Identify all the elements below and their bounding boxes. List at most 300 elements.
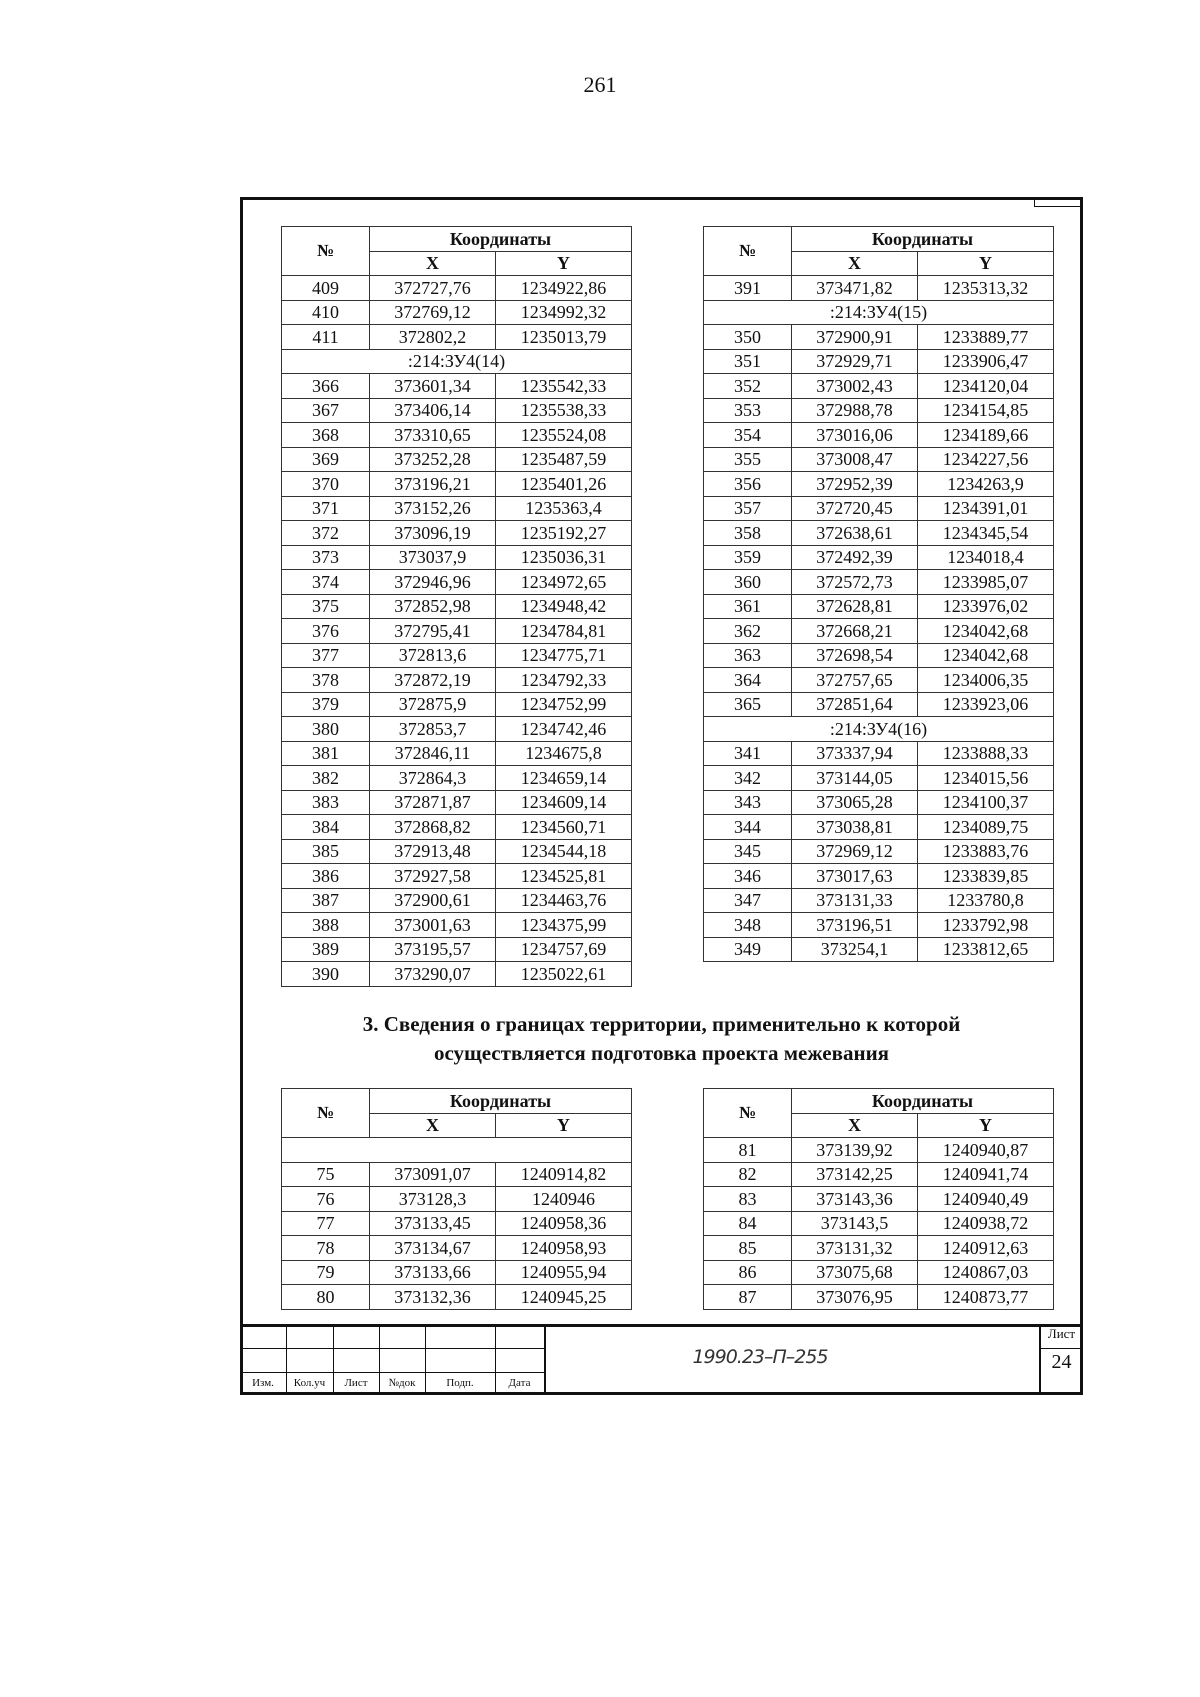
x-coordinate: 372952,39 (792, 472, 918, 497)
table-row (282, 962, 632, 987)
table-header-row (282, 1089, 632, 1114)
section-3-title (240, 1010, 1083, 1068)
section-label (282, 1138, 632, 1163)
x-coordinate: 373038,81 (792, 815, 918, 840)
point-number: 84 (704, 1211, 792, 1236)
x-coordinate: 373016,06 (792, 423, 918, 448)
point-number: 382 (282, 766, 370, 791)
table-row (704, 692, 1054, 717)
x-coordinate: 373290,07 (370, 962, 496, 987)
y-coordinate: 1235022,61 (496, 962, 632, 987)
section-3-title-line-1: 3. Сведения о границах территории, применительно к которой (362, 1012, 961, 1036)
x-coordinate: 373076,95 (792, 1285, 918, 1310)
table-row (704, 1138, 1054, 1163)
x-coordinate: 372871,87 (370, 790, 496, 815)
x-coordinate: 372698,54 (792, 643, 918, 668)
y-coordinate: 1234263,9 (918, 472, 1054, 497)
table-row (282, 276, 632, 301)
x-coordinate: 373096,19 (370, 521, 496, 546)
table-row (704, 864, 1054, 889)
x-coordinate: 372988,78 (792, 398, 918, 423)
point-number: 87 (704, 1285, 792, 1310)
table-row (282, 1260, 632, 1285)
header-coordinates: Координаты (370, 1089, 632, 1114)
x-coordinate: 372628,81 (792, 594, 918, 619)
title-block (240, 1324, 1083, 1395)
x-coordinate: 373471,82 (792, 276, 918, 301)
point-number: 387 (282, 888, 370, 913)
x-coordinate: 373601,34 (370, 374, 496, 399)
point-number: 389 (282, 937, 370, 962)
header-number: № (704, 227, 792, 276)
table-row (282, 398, 632, 423)
table-row (282, 300, 632, 325)
x-coordinate: 373196,51 (792, 913, 918, 938)
y-coordinate: 1233812,65 (918, 937, 1054, 962)
table-row (704, 790, 1054, 815)
table-row (704, 619, 1054, 644)
x-coordinate: 372946,96 (370, 570, 496, 595)
y-coordinate: 1234189,66 (918, 423, 1054, 448)
x-coordinate: 372875,9 (370, 692, 496, 717)
table-row (704, 447, 1054, 472)
point-number: 357 (704, 496, 792, 521)
x-coordinate: 372913,48 (370, 839, 496, 864)
x-coordinate: 373131,33 (792, 888, 918, 913)
point-number: 344 (704, 815, 792, 840)
section-row (704, 717, 1054, 742)
y-coordinate: 1240945,25 (496, 1285, 632, 1310)
table-row (282, 937, 632, 962)
point-number: 86 (704, 1260, 792, 1285)
point-number: 85 (704, 1236, 792, 1261)
header-coordinates: Координаты (792, 1089, 1054, 1114)
point-number: 342 (704, 766, 792, 791)
x-coordinate: 372969,12 (792, 839, 918, 864)
label-kol-uch: Кол.уч (293, 1377, 326, 1389)
header-x: X (370, 1113, 496, 1138)
y-coordinate: 1233985,07 (918, 570, 1054, 595)
point-number: 341 (704, 741, 792, 766)
coordinates-table-1 (281, 226, 632, 987)
label-izm: Изм. (252, 1377, 274, 1389)
point-number: 359 (704, 545, 792, 570)
x-coordinate: 373008,47 (792, 447, 918, 472)
y-coordinate: 1240873,77 (918, 1285, 1054, 1310)
header-y: Y (918, 1113, 1054, 1138)
table-row (282, 839, 632, 864)
point-number: 367 (282, 398, 370, 423)
page-number: 261 (583, 72, 617, 97)
x-coordinate: 373139,92 (792, 1138, 918, 1163)
title-block-top-rule (240, 1324, 1083, 1327)
x-coordinate: 372757,65 (792, 668, 918, 693)
y-coordinate: 1233906,47 (918, 349, 1054, 374)
point-number: 391 (704, 276, 792, 301)
table-row (704, 374, 1054, 399)
header-coordinates: Координаты (792, 227, 1054, 252)
table-row (282, 717, 632, 742)
table-row (282, 741, 632, 766)
point-number: 354 (704, 423, 792, 448)
point-number: 410 (282, 300, 370, 325)
table-row (704, 570, 1054, 595)
header-number: № (282, 227, 370, 276)
table-row (282, 766, 632, 791)
section-label: :214:ЗУ4(14) (282, 349, 632, 374)
point-number: 350 (704, 325, 792, 350)
point-number: 364 (704, 668, 792, 693)
table-row (282, 545, 632, 570)
point-number: 386 (282, 864, 370, 889)
point-number: 82 (704, 1162, 792, 1187)
y-coordinate: 1234154,85 (918, 398, 1054, 423)
coordinates-table-2 (703, 226, 1054, 962)
y-coordinate: 1233976,02 (918, 594, 1054, 619)
y-coordinate: 1234560,71 (496, 815, 632, 840)
table-row (704, 349, 1054, 374)
y-coordinate: 1234948,42 (496, 594, 632, 619)
x-coordinate: 372853,7 (370, 717, 496, 742)
label-podp: Подп. (446, 1377, 474, 1389)
table-row (282, 447, 632, 472)
y-coordinate: 1234675,8 (496, 741, 632, 766)
x-coordinate: 373131,32 (792, 1236, 918, 1261)
table-row (282, 521, 632, 546)
section-row (282, 349, 632, 374)
table-row (282, 594, 632, 619)
table-row (704, 325, 1054, 350)
y-coordinate: 1240867,03 (918, 1260, 1054, 1285)
y-coordinate: 1234375,99 (496, 913, 632, 938)
y-coordinate: 1234463,76 (496, 888, 632, 913)
point-number: 363 (704, 643, 792, 668)
label-list: Лист (344, 1377, 368, 1389)
point-number: 379 (282, 692, 370, 717)
sheet-label: Лист (1047, 1326, 1076, 1341)
table-row (282, 619, 632, 644)
point-number: 381 (282, 741, 370, 766)
table-row (282, 325, 632, 350)
point-number: 366 (282, 374, 370, 399)
point-number: 346 (704, 864, 792, 889)
x-coordinate: 373017,63 (792, 864, 918, 889)
table-row (282, 643, 632, 668)
section-row (704, 300, 1054, 325)
x-coordinate: 373065,28 (792, 790, 918, 815)
y-coordinate: 1234120,04 (918, 374, 1054, 399)
table-row (704, 815, 1054, 840)
point-number: 383 (282, 790, 370, 815)
table-row (282, 374, 632, 399)
table-row (704, 741, 1054, 766)
point-number: 348 (704, 913, 792, 938)
table-row (704, 472, 1054, 497)
x-coordinate: 372795,41 (370, 619, 496, 644)
document-code: 1990.23–П–255 (692, 1346, 828, 1368)
table-row (704, 766, 1054, 791)
y-coordinate: 1235401,26 (496, 472, 632, 497)
header-x: X (370, 251, 496, 276)
y-coordinate: 1235192,27 (496, 521, 632, 546)
point-number: 76 (282, 1187, 370, 1212)
point-number: 349 (704, 937, 792, 962)
y-coordinate: 1234792,33 (496, 668, 632, 693)
y-coordinate: 1234345,54 (918, 521, 1054, 546)
table-row (282, 888, 632, 913)
table-row (282, 496, 632, 521)
y-coordinate: 1240955,94 (496, 1260, 632, 1285)
section-label: :214:ЗУ4(16) (704, 717, 1054, 742)
x-coordinate: 372900,61 (370, 888, 496, 913)
boundary-table-2 (703, 1088, 1054, 1310)
y-coordinate: 1240938,72 (918, 1211, 1054, 1236)
x-coordinate: 373195,57 (370, 937, 496, 962)
table-row (704, 545, 1054, 570)
frame-corner-tab (1034, 197, 1081, 207)
y-coordinate: 1234227,56 (918, 447, 1054, 472)
y-coordinate: 1233792,98 (918, 913, 1054, 938)
sheet-cell-rule (1040, 1348, 1083, 1349)
table-row (704, 398, 1054, 423)
y-coordinate: 1234742,46 (496, 717, 632, 742)
table-row (282, 692, 632, 717)
y-coordinate: 1235542,33 (496, 374, 632, 399)
table-header-row (704, 1089, 1054, 1114)
point-number: 372 (282, 521, 370, 546)
x-coordinate: 373133,45 (370, 1211, 496, 1236)
header-x: X (792, 251, 918, 276)
y-coordinate: 1235036,31 (496, 545, 632, 570)
point-number: 79 (282, 1260, 370, 1285)
point-number: 83 (704, 1187, 792, 1212)
point-number: 75 (282, 1162, 370, 1187)
x-coordinate: 373152,26 (370, 496, 496, 521)
y-coordinate: 1235487,59 (496, 447, 632, 472)
point-number: 345 (704, 839, 792, 864)
x-coordinate: 372492,39 (792, 545, 918, 570)
table-row (282, 913, 632, 938)
y-coordinate: 1234609,14 (496, 790, 632, 815)
header-coordinates: Координаты (370, 227, 632, 252)
table-row (704, 643, 1054, 668)
table-row (704, 1285, 1054, 1310)
y-coordinate: 1235363,4 (496, 496, 632, 521)
y-coordinate: 1240940,49 (918, 1187, 1054, 1212)
table-header-row (282, 227, 632, 252)
x-coordinate: 373001,63 (370, 913, 496, 938)
x-coordinate: 372720,45 (792, 496, 918, 521)
y-coordinate: 1235013,79 (496, 325, 632, 350)
y-coordinate: 1234018,4 (918, 545, 1054, 570)
point-number: 385 (282, 839, 370, 864)
y-coordinate: 1240941,74 (918, 1162, 1054, 1187)
x-coordinate: 372864,3 (370, 766, 496, 791)
point-number: 375 (282, 594, 370, 619)
y-coordinate: 1234525,81 (496, 864, 632, 889)
point-number: 347 (704, 888, 792, 913)
label-ndok: №док (388, 1377, 416, 1389)
y-coordinate: 1240958,36 (496, 1211, 632, 1236)
y-coordinate: 1234089,75 (918, 815, 1054, 840)
x-coordinate: 372868,82 (370, 815, 496, 840)
x-coordinate: 372872,19 (370, 668, 496, 693)
table-row (704, 937, 1054, 962)
x-coordinate: 373128,3 (370, 1187, 496, 1212)
header-y: Y (918, 251, 1054, 276)
label-data: Дата (508, 1377, 531, 1389)
x-coordinate: 373196,21 (370, 472, 496, 497)
x-coordinate: 372572,73 (792, 570, 918, 595)
y-coordinate: 1240958,93 (496, 1236, 632, 1261)
x-coordinate: 372927,58 (370, 864, 496, 889)
x-coordinate: 373091,07 (370, 1162, 496, 1187)
y-coordinate: 1234752,99 (496, 692, 632, 717)
table-row (704, 839, 1054, 864)
y-coordinate: 1234992,32 (496, 300, 632, 325)
x-coordinate: 372638,61 (792, 521, 918, 546)
point-number: 80 (282, 1285, 370, 1310)
x-coordinate: 372802,2 (370, 325, 496, 350)
x-coordinate: 373133,66 (370, 1260, 496, 1285)
point-number: 360 (704, 570, 792, 595)
x-coordinate: 372851,64 (792, 692, 918, 717)
point-number: 352 (704, 374, 792, 399)
header-number: № (282, 1089, 370, 1138)
x-coordinate: 373002,43 (792, 374, 918, 399)
y-coordinate: 1234775,71 (496, 643, 632, 668)
y-coordinate: 1235524,08 (496, 423, 632, 448)
table-row (704, 1162, 1054, 1187)
y-coordinate: 1235538,33 (496, 398, 632, 423)
x-coordinate: 372769,12 (370, 300, 496, 325)
point-number: 370 (282, 472, 370, 497)
x-coordinate: 373252,28 (370, 447, 496, 472)
table-row (282, 1211, 632, 1236)
y-coordinate: 1234015,56 (918, 766, 1054, 791)
x-coordinate: 373254,1 (792, 937, 918, 962)
point-number: 371 (282, 496, 370, 521)
table-row (704, 594, 1054, 619)
point-number: 358 (704, 521, 792, 546)
header-y: Y (496, 1113, 632, 1138)
table-row (282, 423, 632, 448)
table-row (704, 1260, 1054, 1285)
point-number: 368 (282, 423, 370, 448)
table-row (282, 472, 632, 497)
x-coordinate: 373132,36 (370, 1285, 496, 1310)
y-coordinate: 1233923,06 (918, 692, 1054, 717)
x-coordinate: 373406,14 (370, 398, 496, 423)
y-coordinate: 1234391,01 (918, 496, 1054, 521)
x-coordinate: 372727,76 (370, 276, 496, 301)
x-coordinate: 373143,36 (792, 1187, 918, 1212)
header-x: X (792, 1113, 918, 1138)
table-row (282, 668, 632, 693)
point-number: 78 (282, 1236, 370, 1261)
table-row (704, 913, 1054, 938)
point-number: 81 (704, 1138, 792, 1163)
table-row (704, 668, 1054, 693)
table-row (704, 1211, 1054, 1236)
point-number: 390 (282, 962, 370, 987)
point-number: 77 (282, 1211, 370, 1236)
y-coordinate: 1234757,69 (496, 937, 632, 962)
point-number: 362 (704, 619, 792, 644)
table-row (704, 496, 1054, 521)
y-coordinate: 1234006,35 (918, 668, 1054, 693)
table-row (704, 1187, 1054, 1212)
header-number: № (704, 1089, 792, 1138)
y-coordinate: 1234544,18 (496, 839, 632, 864)
x-coordinate: 373075,68 (792, 1260, 918, 1285)
x-coordinate: 372929,71 (792, 349, 918, 374)
point-number: 353 (704, 398, 792, 423)
y-coordinate: 1233780,8 (918, 888, 1054, 913)
point-number: 369 (282, 447, 370, 472)
x-coordinate: 372846,11 (370, 741, 496, 766)
sheet-number: 24 (1051, 1351, 1072, 1373)
y-coordinate: 1233883,76 (918, 839, 1054, 864)
x-coordinate: 373310,65 (370, 423, 496, 448)
table-row (704, 888, 1054, 913)
y-coordinate: 1233889,77 (918, 325, 1054, 350)
table-row (282, 1162, 632, 1187)
point-number: 361 (704, 594, 792, 619)
y-coordinate: 1240912,63 (918, 1236, 1054, 1261)
point-number: 384 (282, 815, 370, 840)
point-number: 355 (704, 447, 792, 472)
y-coordinate: 1235313,32 (918, 276, 1054, 301)
point-number: 373 (282, 545, 370, 570)
y-coordinate: 1233888,33 (918, 741, 1054, 766)
x-coordinate: 373037,9 (370, 545, 496, 570)
x-coordinate: 372668,21 (792, 619, 918, 644)
y-coordinate: 1233839,85 (918, 864, 1054, 889)
point-number: 409 (282, 276, 370, 301)
section-row (282, 1138, 632, 1163)
point-number: 356 (704, 472, 792, 497)
y-coordinate: 1234659,14 (496, 766, 632, 791)
table-row (282, 570, 632, 595)
x-coordinate: 372900,91 (792, 325, 918, 350)
boundary-table-1 (281, 1088, 632, 1310)
y-coordinate: 1240946 (496, 1187, 632, 1212)
x-coordinate: 373337,94 (792, 741, 918, 766)
table-header-row (704, 227, 1054, 252)
point-number: 351 (704, 349, 792, 374)
y-coordinate: 1234784,81 (496, 619, 632, 644)
header-y: Y (496, 251, 632, 276)
table-row (282, 790, 632, 815)
section-label: :214:ЗУ4(15) (704, 300, 1054, 325)
y-coordinate: 1234100,37 (918, 790, 1054, 815)
x-coordinate: 373134,67 (370, 1236, 496, 1261)
x-coordinate: 373144,05 (792, 766, 918, 791)
table-row (704, 521, 1054, 546)
x-coordinate: 373143,5 (792, 1211, 918, 1236)
point-number: 376 (282, 619, 370, 644)
table-row (704, 423, 1054, 448)
y-coordinate: 1240914,82 (496, 1162, 632, 1187)
table-row (282, 1285, 632, 1310)
table-row (282, 1187, 632, 1212)
x-coordinate: 372813,6 (370, 643, 496, 668)
point-number: 374 (282, 570, 370, 595)
point-number: 377 (282, 643, 370, 668)
point-number: 343 (704, 790, 792, 815)
table-row (704, 276, 1054, 301)
